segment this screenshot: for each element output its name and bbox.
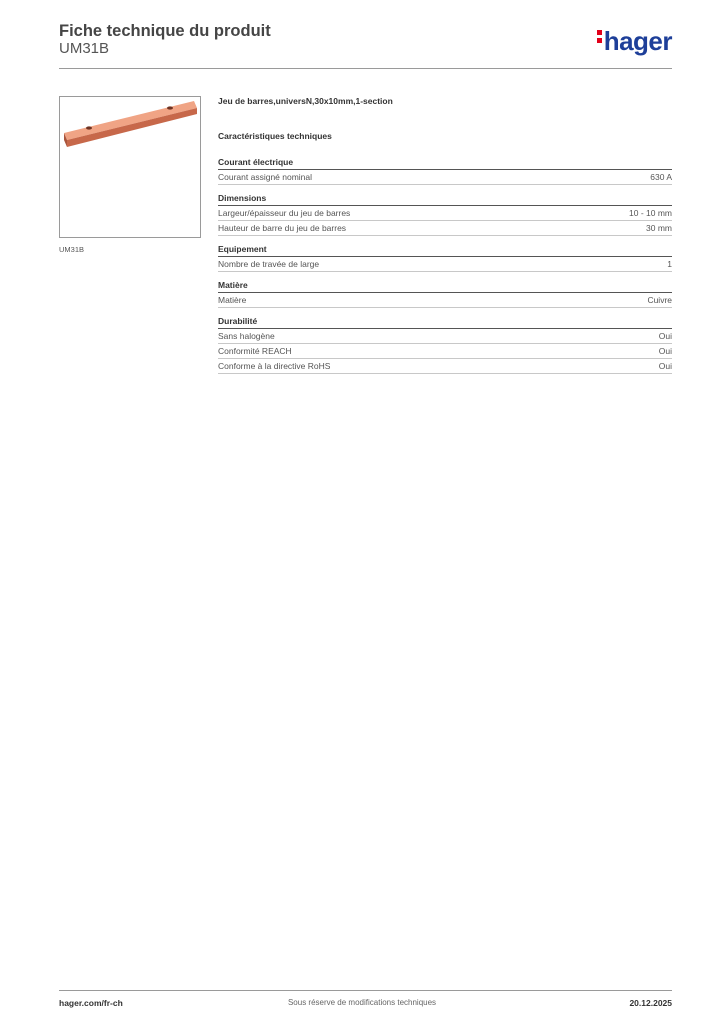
spec-label: Sans halogène (218, 331, 275, 341)
product-image (59, 96, 201, 238)
spec-label: Conforme à la directive RoHS (218, 361, 331, 371)
spec-section (218, 280, 672, 308)
spec-value: Oui (658, 361, 672, 371)
logo-dots-icon (597, 30, 602, 46)
spec-section (218, 193, 672, 236)
spec-section (218, 316, 672, 374)
spec-section (218, 244, 672, 272)
spec-sections (218, 157, 672, 374)
logo-text: hager (603, 26, 672, 56)
spec-row (218, 344, 672, 359)
spec-label: Largeur/épaisseur du jeu de barres (218, 208, 351, 218)
spec-label: Courant assigné nominal (218, 172, 313, 182)
footer-divider (59, 990, 672, 991)
page-title: Fiche technique du produit (59, 22, 271, 40)
footer-website: hager.com/fr-ch (59, 998, 123, 1008)
header-divider (59, 68, 672, 69)
spec-label: Matière (218, 295, 247, 305)
spec-section (218, 157, 672, 185)
spec-value: Oui (658, 331, 672, 341)
spec-row (218, 293, 672, 308)
section-title: Matière (218, 280, 672, 293)
spec-value: 10 - 10 mm (629, 208, 672, 218)
spec-row (218, 170, 672, 185)
spec-value: Cuivre (647, 295, 672, 305)
section-title: Durabilité (218, 316, 672, 329)
tech-specs-title: Caractéristiques techniques (218, 131, 332, 141)
spec-label: Hauteur de barre du jeu de barres (218, 223, 347, 233)
spec-content (218, 96, 672, 382)
product-code: UM31B (59, 40, 110, 57)
section-title: Courant électrique (218, 157, 672, 170)
spec-row (218, 257, 672, 272)
section-title: Equipement (218, 244, 672, 257)
hager-logo (597, 28, 672, 54)
image-caption: UM31B (59, 245, 85, 254)
spec-label: Nombre de travée de large (218, 259, 320, 269)
spec-value: 1 (667, 259, 672, 269)
spec-value: 30 mm (646, 223, 672, 233)
spec-value: Oui (658, 346, 672, 356)
spec-row (218, 221, 672, 236)
copper-busbar-icon (60, 97, 200, 237)
section-title: Dimensions (218, 193, 672, 206)
spec-row (218, 206, 672, 221)
footer-notice: Sous réserve de modifications techniques (287, 998, 437, 1007)
footer-date: 20.12.2025 (629, 998, 672, 1008)
spec-row (218, 359, 672, 374)
spec-value: 630 A (650, 172, 672, 182)
spec-row (218, 329, 672, 344)
product-description: Jeu de barres,universN,30x10mm,1-section (218, 96, 393, 106)
spec-label: Conformité REACH (218, 346, 292, 356)
